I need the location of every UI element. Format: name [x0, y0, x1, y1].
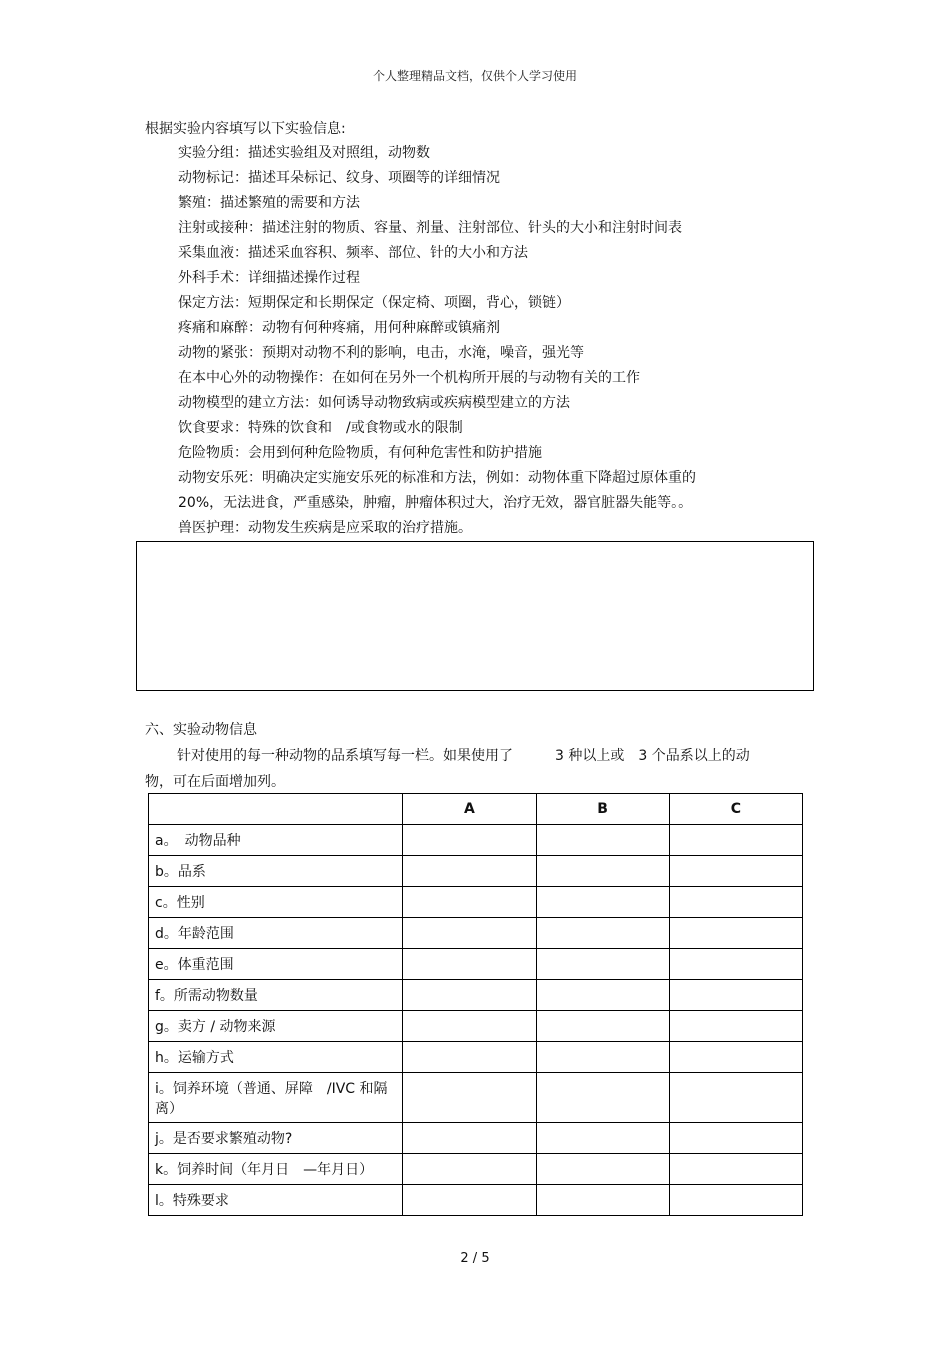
table-cell[interactable] — [669, 1011, 802, 1042]
table-cell[interactable] — [536, 887, 669, 918]
table-cell[interactable] — [536, 1042, 669, 1073]
list-item: 饮食要求：特殊的饮食和 /或食物或水的限制 — [178, 420, 463, 436]
table-row — [149, 856, 803, 887]
row-label: d。年龄范围 — [149, 918, 403, 949]
table-cell[interactable] — [536, 918, 669, 949]
info-items-list — [178, 143, 738, 543]
table-row — [149, 1011, 803, 1042]
table-row — [149, 1042, 803, 1073]
table-cell[interactable] — [403, 856, 536, 887]
table-cell[interactable] — [669, 1154, 802, 1185]
table-cell[interactable] — [536, 1123, 669, 1154]
table-cell[interactable] — [669, 1042, 802, 1073]
table-cell[interactable] — [403, 887, 536, 918]
table-cell[interactable] — [403, 1123, 536, 1154]
table-row — [149, 980, 803, 1011]
row-label: a。 动物品种 — [149, 825, 403, 856]
table-cell[interactable] — [669, 1123, 802, 1154]
table-cell[interactable] — [403, 980, 536, 1011]
animal-info-table — [148, 793, 803, 1216]
page-header: 个人整理精品文档，仅供个人学习使用 — [372, 69, 577, 83]
section-title: 六、实验动物信息 — [145, 722, 257, 738]
table-cell[interactable] — [669, 856, 802, 887]
table-cell[interactable] — [669, 980, 802, 1011]
list-item: 危险物质：会用到何种危险物质，有何种危害性和防护措施 — [178, 445, 542, 461]
table-cell[interactable] — [669, 918, 802, 949]
table-row — [149, 949, 803, 980]
table-cell[interactable] — [536, 1011, 669, 1042]
list-item: 动物标记：描述耳朵标记、纹身、项圈等的详细情况 — [178, 170, 500, 186]
row-label: l。特殊要求 — [149, 1185, 403, 1216]
list-item: 注射或接种：描述注射的物质、容量、剂量、注射部位、针头的大小和注射时间表 — [178, 220, 682, 236]
page-number: 2 / 5 — [460, 1251, 490, 1266]
table-cell[interactable] — [536, 856, 669, 887]
table-row — [149, 1154, 803, 1185]
table-cell[interactable] — [669, 1073, 802, 1123]
table-cell[interactable] — [403, 918, 536, 949]
table-header-cell: A — [403, 794, 536, 825]
table-cell[interactable] — [403, 1042, 536, 1073]
row-label: j。是否要求繁殖动物? — [149, 1123, 403, 1154]
table-cell[interactable] — [669, 825, 802, 856]
list-item: 兽医护理：动物发生疾病是应采取的治疗措施。 — [178, 520, 472, 536]
table-cell[interactable] — [536, 949, 669, 980]
table-cell[interactable] — [669, 887, 802, 918]
list-item: 动物模型的建立方法：如何诱导动物致病或疾病模型建立的方法 — [178, 395, 570, 411]
table-cell[interactable] — [536, 980, 669, 1011]
list-item: 繁殖：描述繁殖的需要和方法 — [178, 195, 360, 211]
list-item: 疼痛和麻醉：动物有何种疼痛，用何种麻醉或镇痛剂 — [178, 320, 500, 336]
table-cell[interactable] — [403, 1011, 536, 1042]
list-item: 外科手术：详细描述操作过程 — [178, 270, 360, 286]
table-cell[interactable] — [536, 1154, 669, 1185]
section-paragraph — [145, 743, 805, 795]
row-label: k。饲养时间（年月日 —年月日） — [149, 1154, 403, 1185]
row-label: b。品系 — [149, 856, 403, 887]
list-item: 采集血液：描述采血容积、频率、部位、针的大小和方法 — [178, 245, 528, 261]
table-row — [149, 1073, 803, 1123]
row-label: e。体重范围 — [149, 949, 403, 980]
list-item: 动物安乐死：明确决定实施安乐死的标准和方法，例如：动物体重下降超过原体重的 — [178, 470, 696, 486]
table-cell[interactable] — [403, 949, 536, 980]
table-row — [149, 1185, 803, 1216]
table-cell[interactable] — [403, 1185, 536, 1216]
paragraph-line-1: 针对使用的每一种动物的品系填写每一栏。如果使用了 3 种以上或 3 个品系以上的动 — [177, 748, 750, 764]
table-cell[interactable] — [536, 1185, 669, 1216]
intro-text: 根据实验内容填写以下实验信息: — [145, 121, 346, 137]
table-cell[interactable] — [403, 825, 536, 856]
list-item: 保定方法：短期保定和长期保定（保定椅、项圈，背心，锁链） — [178, 295, 570, 311]
row-label: i。饲养环境（普通、屏障 /IVC 和隔离） — [149, 1073, 403, 1123]
table-header-cell: B — [536, 794, 669, 825]
table-cell[interactable] — [536, 1073, 669, 1123]
list-item: 20%，无法进食，严重感染，肿瘤，肿瘤体积过大，治疗无效，器官脏器失能等。。 — [178, 495, 693, 511]
table-row — [149, 1123, 803, 1154]
paragraph-line-2: 物，可在后面增加列。 — [145, 774, 285, 790]
table-row — [149, 825, 803, 856]
row-label: g。卖方 / 动物来源 — [149, 1011, 403, 1042]
table-cell[interactable] — [669, 1185, 802, 1216]
table-cell[interactable] — [669, 949, 802, 980]
table-row — [149, 918, 803, 949]
row-label: h。运输方式 — [149, 1042, 403, 1073]
row-label: c。性别 — [149, 887, 403, 918]
table-header-cell — [149, 794, 403, 825]
answer-box[interactable] — [136, 541, 814, 691]
list-item: 实验分组：描述实验组及对照组，动物数 — [178, 145, 430, 161]
table-header-cell: C — [669, 794, 802, 825]
table-cell[interactable] — [403, 1073, 536, 1123]
list-item: 动物的紧张：预期对动物不利的影响，电击，水淹，噪音，强光等 — [178, 345, 584, 361]
table-row — [149, 887, 803, 918]
list-item: 在本中心外的动物操作：在如何在另外一个机构所开展的与动物有关的工作 — [178, 370, 640, 386]
table-header-row — [149, 794, 803, 825]
table-cell[interactable] — [403, 1154, 536, 1185]
table-cell[interactable] — [536, 825, 669, 856]
row-label: f。所需动物数量 — [149, 980, 403, 1011]
